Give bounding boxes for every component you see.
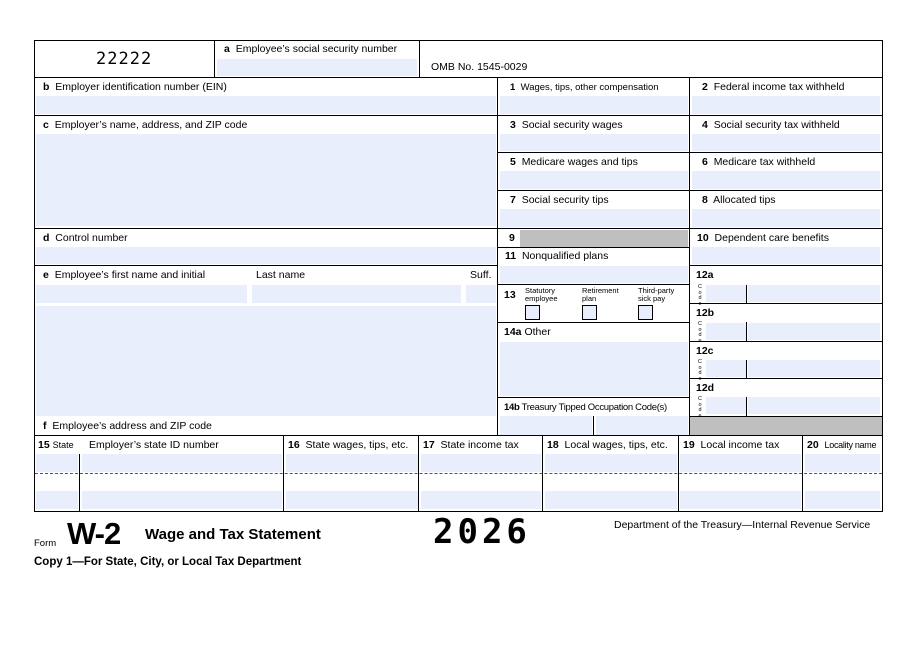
employee-first-name-field[interactable] — [36, 285, 247, 303]
box15-state-field-1[interactable] — [36, 454, 78, 472]
box-c-label: c Employer’s name, address, and ZIP code — [43, 119, 248, 131]
divider — [214, 40, 215, 78]
box12b-label: 12b — [696, 307, 715, 319]
divider — [497, 190, 883, 191]
frame-top — [34, 40, 883, 41]
box11-label: 11 Nonqualified plans — [505, 250, 609, 262]
box15-id-label: Employer’s state ID number — [89, 439, 219, 451]
box14b-field-2[interactable] — [596, 416, 688, 435]
form-code: 22222 — [96, 49, 153, 69]
box16-field-1[interactable] — [286, 454, 418, 472]
box2-field[interactable] — [692, 96, 880, 114]
box19-label: 19 Local income tax — [683, 439, 780, 451]
box12d-amount-field[interactable] — [748, 397, 880, 414]
box19-field-2[interactable] — [680, 491, 801, 509]
divider — [497, 284, 690, 285]
box18-field-1[interactable] — [545, 454, 677, 472]
box1-label: 1 Wages, tips, other compensation — [510, 82, 659, 93]
box12a-label: 12a — [696, 269, 714, 281]
divider — [497, 322, 690, 323]
box-b-label: b Employer identification number (EIN) — [43, 81, 227, 93]
box-d-label: d Control number — [43, 232, 128, 244]
box9-label: 9 — [509, 232, 515, 244]
box15-state-field-2[interactable] — [36, 491, 78, 509]
frame-right — [882, 40, 883, 512]
form-name: W-2 — [67, 516, 121, 551]
box17-field-2[interactable] — [421, 491, 541, 509]
divider — [746, 360, 747, 378]
divider — [34, 265, 498, 266]
box18-field-2[interactable] — [545, 491, 677, 509]
divider — [497, 77, 498, 436]
frame-left — [34, 40, 35, 512]
box4-field[interactable] — [692, 134, 880, 151]
box12c-label: 12c — [696, 345, 714, 357]
box12-bottom-shaded — [690, 417, 882, 435]
third-party-sick-pay-checkbox[interactable] — [638, 305, 653, 320]
divider — [689, 341, 883, 342]
box2-label: 2 Federal income tax withheld — [702, 81, 845, 93]
box12c-code-field[interactable] — [706, 360, 746, 377]
box12c-amount-field[interactable] — [748, 360, 880, 377]
box12a-amount-field[interactable] — [748, 285, 880, 302]
box4-label: 4 Social security tax withheld — [702, 119, 840, 131]
third-party-sick-pay-label: Third-party sick pay — [638, 286, 675, 303]
box10-label: 10 Dependent care benefits — [697, 232, 829, 244]
box-f-label: f Employee’s address and ZIP code — [43, 420, 212, 432]
statutory-employee-checkbox[interactable] — [525, 305, 540, 320]
box12d-code-letters: C o d e — [698, 396, 702, 419]
employer-name-field[interactable] — [36, 134, 496, 226]
box6-field[interactable] — [692, 171, 880, 189]
box12a-code-letters: C o d e — [698, 284, 702, 307]
box17-label: 17 State income tax — [423, 439, 519, 451]
box7-label: 7 Social security tips — [510, 194, 609, 206]
ein-field[interactable] — [36, 96, 496, 114]
box15-label: 15 State — [38, 439, 74, 451]
divider — [419, 40, 420, 78]
divider — [689, 265, 883, 266]
dashed-divider — [35, 473, 882, 474]
box8-label: 8 Allocated tips — [702, 194, 776, 206]
box16-field-2[interactable] — [286, 491, 418, 509]
divider — [497, 152, 883, 153]
divider — [497, 115, 883, 116]
divider — [497, 247, 690, 248]
box14a-field[interactable] — [500, 342, 688, 396]
divider — [689, 77, 690, 436]
department-label: Department of the Treasury—Internal Revenue Service — [614, 519, 871, 531]
divider — [34, 435, 883, 436]
divider — [689, 416, 883, 417]
divider — [746, 322, 747, 341]
omb-number: OMB No. 1545-0029 — [431, 61, 528, 73]
box19-field-1[interactable] — [680, 454, 801, 472]
box16-label: 16 State wages, tips, etc. — [288, 439, 409, 451]
box5-field[interactable] — [500, 171, 688, 189]
form-word: Form — [34, 538, 57, 549]
box6-label: 6 Medicare tax withheld — [702, 156, 816, 168]
box17-field-1[interactable] — [421, 454, 541, 472]
box12a-code-field[interactable] — [706, 285, 746, 302]
box13-label: 13 — [504, 289, 516, 301]
form-title: Wage and Tax Statement — [145, 526, 321, 543]
box12b-amount-field[interactable] — [748, 323, 880, 340]
box7-field[interactable] — [500, 209, 688, 227]
box11-field[interactable] — [500, 266, 688, 283]
box-e-suffix-label: Suff. — [470, 269, 492, 281]
box-a-label: a Employee’s social security number — [224, 43, 398, 55]
box3-field[interactable] — [500, 134, 688, 151]
box12b-code-letters: C o d e — [698, 321, 702, 344]
employee-address-field[interactable] — [36, 306, 496, 416]
ssn-field[interactable] — [217, 59, 417, 76]
box5-label: 5 Medicare wages and tips — [510, 156, 638, 168]
retirement-plan-checkbox[interactable] — [582, 305, 597, 320]
box15-id-field-2[interactable] — [82, 491, 282, 509]
box18-label: 18 Local wages, tips, etc. — [547, 439, 668, 451]
box12d-code-field[interactable] — [706, 397, 746, 414]
divider — [497, 228, 883, 229]
retirement-plan-label: Retirement plan — [582, 286, 619, 303]
tax-year: 2026 — [433, 512, 531, 552]
divider — [34, 228, 498, 229]
box15-id-field-1[interactable] — [82, 454, 282, 472]
divider — [746, 285, 747, 303]
copy-label: Copy 1—For State, City, or Local Tax Department — [34, 556, 302, 568]
box20-label: 20 Locality name — [807, 439, 877, 451]
box10-field[interactable] — [692, 247, 880, 264]
box20-field-1[interactable] — [805, 454, 880, 472]
divider — [746, 397, 747, 416]
box14b-field-1[interactable] — [500, 416, 592, 435]
employee-last-name-field[interactable] — [252, 285, 461, 303]
box14b-label: 14b Treasury Tipped Occupation Code(s) — [504, 402, 667, 413]
divider — [593, 416, 594, 436]
box12d-label: 12d — [696, 382, 715, 394]
box14a-label: 14a Other — [504, 326, 551, 338]
employee-suffix-field[interactable] — [466, 285, 496, 303]
box9-shaded — [520, 230, 688, 247]
box20-field-2[interactable] — [805, 491, 880, 509]
control-number-field[interactable] — [36, 247, 496, 264]
box-e-label: e Employee’s first name and initial — [43, 269, 206, 281]
divider — [79, 454, 80, 512]
divider — [689, 378, 883, 379]
statutory-employee-label: Statutory employee — [525, 286, 558, 303]
box3-label: 3 Social security wages — [510, 119, 623, 131]
box-e-last-name-label: Last name — [256, 269, 306, 281]
box12b-code-field[interactable] — [706, 323, 746, 340]
divider — [34, 115, 498, 116]
box12c-code-letters: C o d e — [698, 359, 702, 382]
box8-field[interactable] — [692, 209, 880, 227]
box1-field[interactable] — [500, 96, 688, 114]
divider — [497, 397, 690, 398]
divider — [689, 303, 883, 304]
divider — [34, 77, 883, 78]
